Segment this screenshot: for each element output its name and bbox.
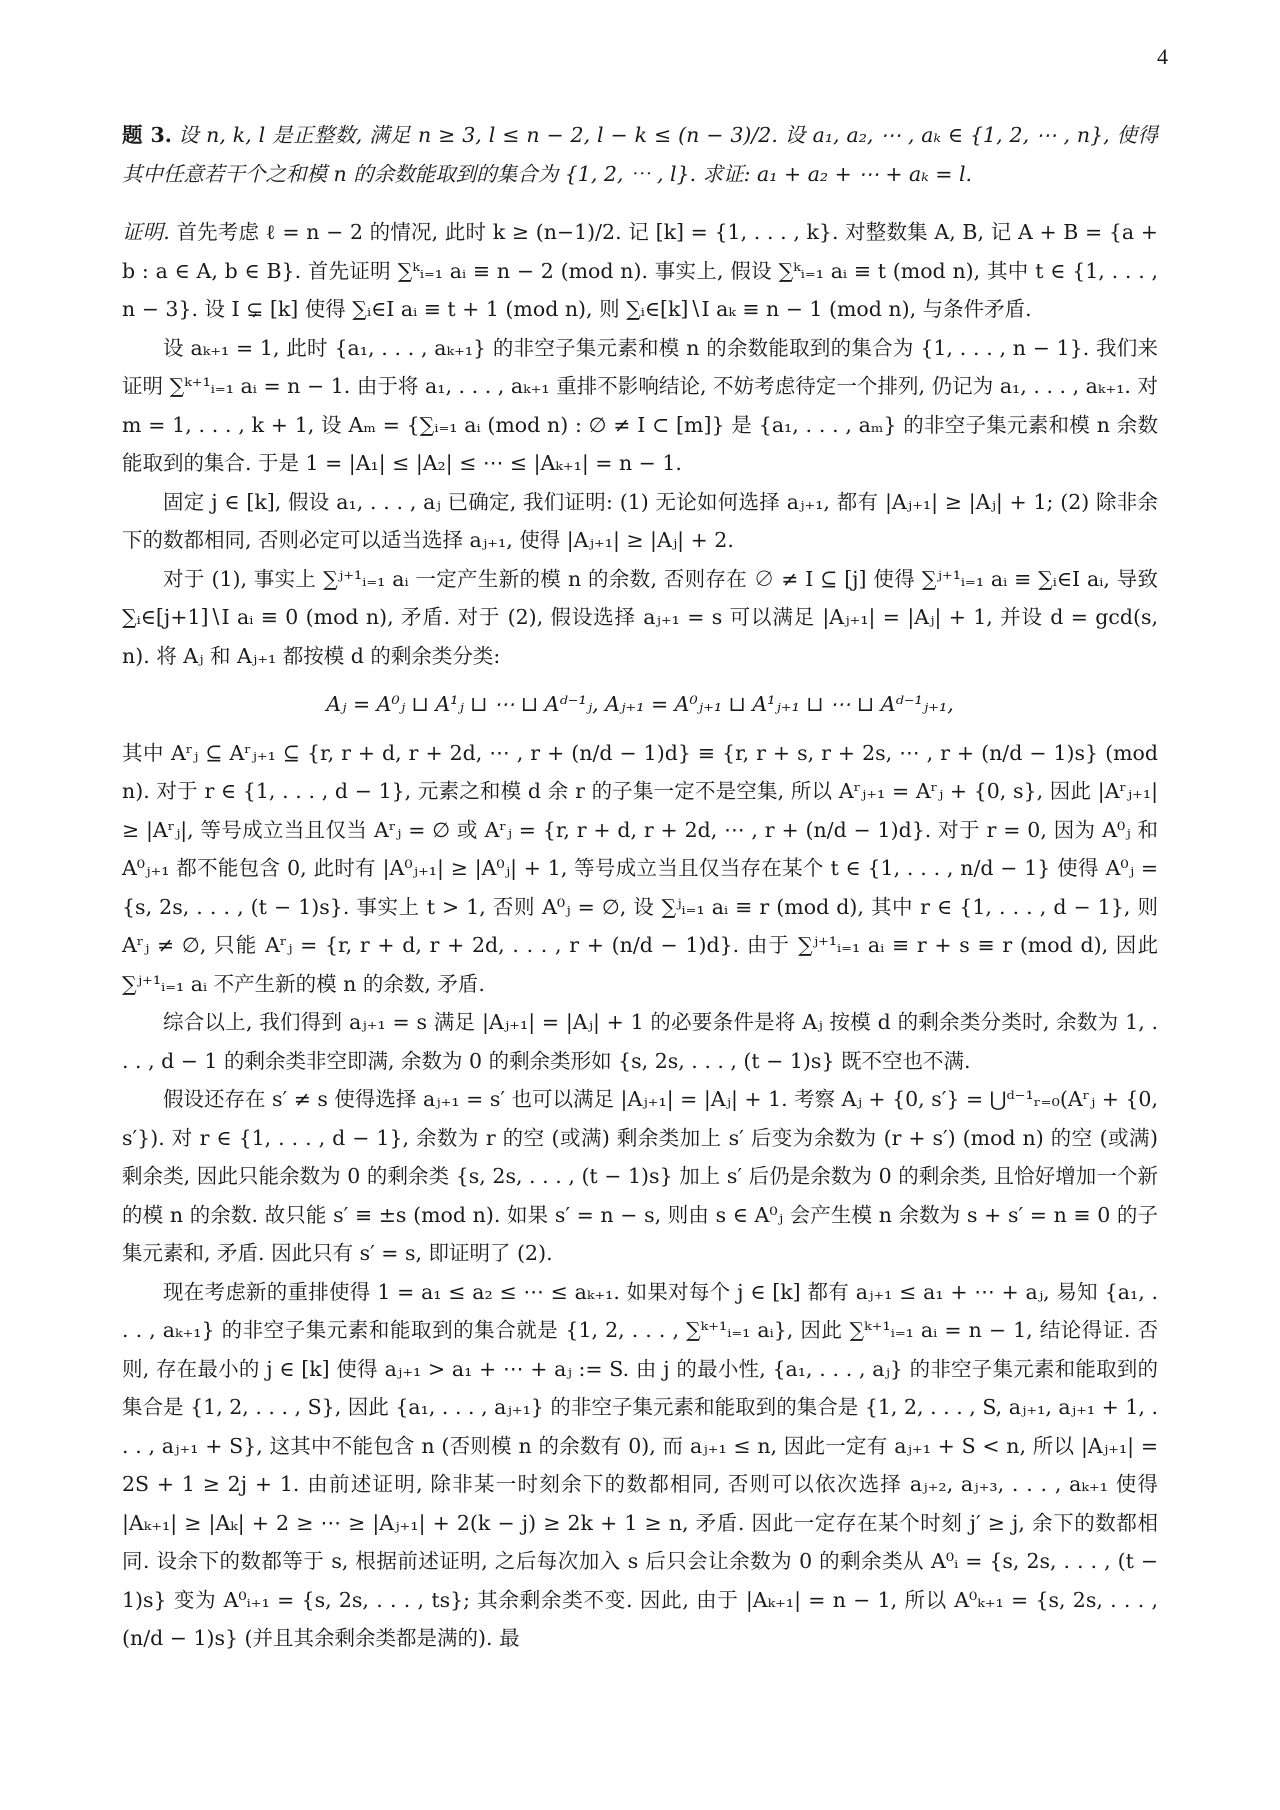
proof-paragraph-5: 其中 Aʳⱼ ⊆ Aʳⱼ₊₁ ⊆ {r, r + d, r + 2d, ⋯ , r + (n/d − 1)d} ≡ {r, r + s, r + 2s, ⋯ , r + (n/d − 1)s} (mod n). 对于 r ∈ {1, . . . , d − 1}, 元素之和模 d 余 r 的子集一定不是空集, 所以 Aʳⱼ₊₁ = Aʳⱼ + {0, s}, 因此 |Aʳⱼ₊₁| ≥ |Aʳⱼ|, 等号成立当且仅当 Aʳⱼ = ∅ 或 Aʳⱼ = {r, r + d, r + 2d, ⋯ , r + (n/d − 1)d}. 对于 r = 0, 因为 A⁰ⱼ 和 A⁰ⱼ₊₁ 都不能包含 0, 此时有 |A⁰ⱼ₊₁| ≥ |A⁰ⱼ| + 1, 等号成立当且仅当存在某个 t ∈ {1, . . . , n/d − 1} 使得 A⁰ⱼ = {s, 2s, . . . , (t − 1)s}. 事实上 t > 1, 否则 A⁰ⱼ = ∅, 设 ∑ʲᵢ₌₁ aᵢ ≡ r (mod d), 其中 r ∈ {1, . . . , d − 1}, 则 Aʳⱼ ≠ ∅, 只能 Aʳⱼ = {r, r + d, r + 2d, . . . , r + (n/d − 1)d}. 由于 ∑ʲ⁺¹ᵢ₌₁ aᵢ ≡ r + s ≡ r (mod d), 因此 ∑ʲ⁺¹ᵢ₌₁ aᵢ 不产生新的模 n 的余数, 矛盾. (122, 740, 1158, 996)
proof-paragraph-3: 固定 j ∈ [k], 假设 a₁, . . . , aⱼ 已确定, 我们证明: (1) 无论如何选择 aⱼ₊₁, 都有 |Aⱼ₊₁| ≥ |Aⱼ| + 1; (2) 除非余下的数都相同, 否则必定可以适当选择 aⱼ₊₁, 使得 |Aⱼ₊₁| ≥ |Aⱼ| + 2. (122, 489, 1158, 552)
proof-paragraph-2: 设 aₖ₊₁ = 1, 此时 {a₁, . . . , aₖ₊₁} 的非空子集元素和模 n 的余数能取到的集合为 {1, . . . , n − 1}. 我们来证明 ∑ᵏ⁺¹ᵢ₌₁ aᵢ = n − 1. 由于将 a₁, . . . , aₖ₊₁ 重排不影响结论, 不妨考虑待定一个排列, 仍记为 a₁, . . . , aₖ₊₁. 对 m = 1, . . . , k + 1, 设 Aₘ = {∑ᵢ₌₁ aᵢ (mod n) : ∅ ≠ I ⊂ [m]} 是 {a₁, . . . , aₘ} 的非空子集元素和模 n 余数能取到的集合. 于是 1 = |A₁| ≤ |A₂| ≤ ⋯ ≤ |Aₖ₊₁| = n − 1. (122, 335, 1158, 475)
proof-paragraph-7: 假设还存在 s′ ≠ s 使得选择 aⱼ₊₁ = s′ 也可以满足 |Aⱼ₊₁| = |Aⱼ| + 1. 考察 Aⱼ + {0, s′} = ⋃ᵈ⁻¹ᵣ₌₀(Aʳⱼ + {0, s′}). 对 r ∈ {1, . . . , d − 1}, 余数为 r 的空 (或满) 剩余类加上 s′ 后变为余数为 (r + s′) (mod n) 的空 (或满) 剩余类, 因此只能余数为 0 的剩余类 {s, 2s, . . . , (t − 1)s} 加上 s′ 后仍是余数为 0 的剩余类, 且恰好增加一个新的模 n 的余数. 故只能 s′ ≡ ±s (mod n). 如果 s′ = n − s, 则由 s ∈ A⁰ⱼ 会产生模 n 余数为 s + s′ = n ≡ 0 的子集元素和, 矛盾. 因此只有 s′ = s, 即证明了 (2). (122, 1087, 1158, 1265)
display-equation: Aⱼ = A⁰ⱼ ⊔ A¹ⱼ ⊔ ⋯ ⊔ Aᵈ⁻¹ⱼ, Aⱼ₊₁ = A⁰ⱼ₊₁ ⊔ A¹ⱼ₊₁ ⊔ ⋯ ⊔ Aᵈ⁻¹ⱼ₊₁, (326, 692, 954, 716)
proof-paragraph-text: 首先考虑 ℓ = n − 2 的情况, 此时 k ≥ (n−1)/2. 记 [k] = {1, . . . , k}. 对整数集 A, B, 记 A + B = {a + b : a ∈ A, b ∈ B}. 首先证明 ∑ᵏᵢ₌₁ aᵢ ≡ n − 2 (mod n). 事实上, 假设 ∑ᵏᵢ₌₁ aᵢ ≡ t (mod n), 其中 t ∈ {1, . . . , n − 3}. 设 I ⊊ [k] 使得 ∑ᵢ∈I aᵢ ≡ t + 1 (mod n), 则 ∑ᵢ∈[k]∖I aₖ ≡ n − 1 (mod n), 与条件矛盾. (122, 220, 1158, 321)
proof-label: 证明. (122, 220, 170, 244)
problem-statement (122, 116, 1158, 193)
proof-paragraph-8: 现在考虑新的重排使得 1 = a₁ ≤ a₂ ≤ ⋯ ≤ aₖ₊₁. 如果对每个 j ∈ [k] 都有 aⱼ₊₁ ≤ a₁ + ⋯ + aⱼ, 易知 {a₁, . . . , aₖ₊₁} 的非空子集元素和能取到的集合就是 {1, 2, . . . , ∑ᵏ⁺¹ᵢ₌₁ aᵢ}, 因此 ∑ᵏ⁺¹ᵢ₌₁ aᵢ = n − 1, 结论得证. 否则, 存在最小的 j ∈ [k] 使得 aⱼ₊₁ > a₁ + ⋯ + aⱼ := S. 由 j 的最小性, {a₁, . . . , aⱼ} 的非空子集元素和能取到的集合是 {1, 2, . . . , S}, 因此 {a₁, . . . , aⱼ₊₁} 的非空子集元素和能取到的集合是 {1, 2, . . . , S, aⱼ₊₁, aⱼ₊₁ + 1, . . . , aⱼ₊₁ + S}, 这其中不能包含 n (否则模 n 的余数有 0), 而 aⱼ₊₁ ≤ n, 因此一定有 aⱼ₊₁ + S < n, 所以 |Aⱼ₊₁| = 2S + 1 ≥ 2j + 1. 由前述证明, 除非某一时刻余下的数都相同, 否则可以依次选择 aⱼ₊₂, aⱼ₊₃, . . . , aₖ₊₁ 使得 |Aₖ₊₁| ≥ |Aₖ| + 2 ≥ ⋯ ≥ |Aⱼ₊₁| + 2(k − j) ≥ 2k + 1 ≥ n, 矛盾. 因此一定存在某个时刻 j′ ≥ j, 余下的数都相同. 设余下的数都等于 s, 根据前述证明, 之后每次加入 s 后只会让余数为 0 的剩余类从 A⁰ᵢ = {s, 2s, . . . , (t − 1)s} 变为 A⁰ᵢ₊₁ = {s, 2s, . . . , ts}; 其余剩余类不变. 因此, 由于 |Aₖ₊₁| = n − 1, 所以 A⁰ₖ₊₁ = {s, 2s, . . . , (n/d − 1)s} (并且其余剩余类都是满的). 最 (122, 1279, 1158, 1650)
proof-paragraph-1 (122, 213, 1158, 329)
problem-label: 题 3. (122, 123, 172, 147)
page-number: 4 (1157, 44, 1168, 69)
proof-paragraph-4: 对于 (1), 事实上 ∑ʲ⁺¹ᵢ₌₁ aᵢ 一定产生新的模 n 的余数, 否则存在 ∅ ≠ I ⊆ [j] 使得 ∑ʲ⁺¹ᵢ₌₁ aᵢ ≡ ∑ᵢ∈I aᵢ, 导致 ∑ᵢ∈[j+1]∖I aᵢ ≡ 0 (mod n), 矛盾. 对于 (2), 假设选择 aⱼ₊₁ = s 可以满足 |Aⱼ₊₁| = |Aⱼ| + 1, 并设 d = gcd(s, n). 将 Aⱼ 和 Aⱼ₊₁ 都按模 d 的剩余类分类: (122, 566, 1158, 668)
page-content (122, 116, 1158, 1658)
problem-text: 设 n, k, l 是正整数, 满足 n ≥ 3, l ≤ n − 2, l − k ≤ (n − 3)/2. 设 a₁, a₂, ⋯ , aₖ ∈ {1, 2, ⋯ , n}, 使得其中任意若干个之和模 n 的余数能取到的集合为 {1, 2, ⋯ , l}. 求证: a₁ + a₂ + ⋯ + aₖ = l. (122, 123, 1158, 186)
proof-paragraph-6: 综合以上, 我们得到 aⱼ₊₁ = s 满足 |Aⱼ₊₁| = |Aⱼ| + 1 的必要条件是将 Aⱼ 按模 d 的剩余类分类时, 余数为 1, . . . , d − 1 的剩余类非空即满, 余数为 0 的剩余类形如 {s, 2s, . . . , (t − 1)s} 既不空也不满. (122, 1010, 1158, 1073)
